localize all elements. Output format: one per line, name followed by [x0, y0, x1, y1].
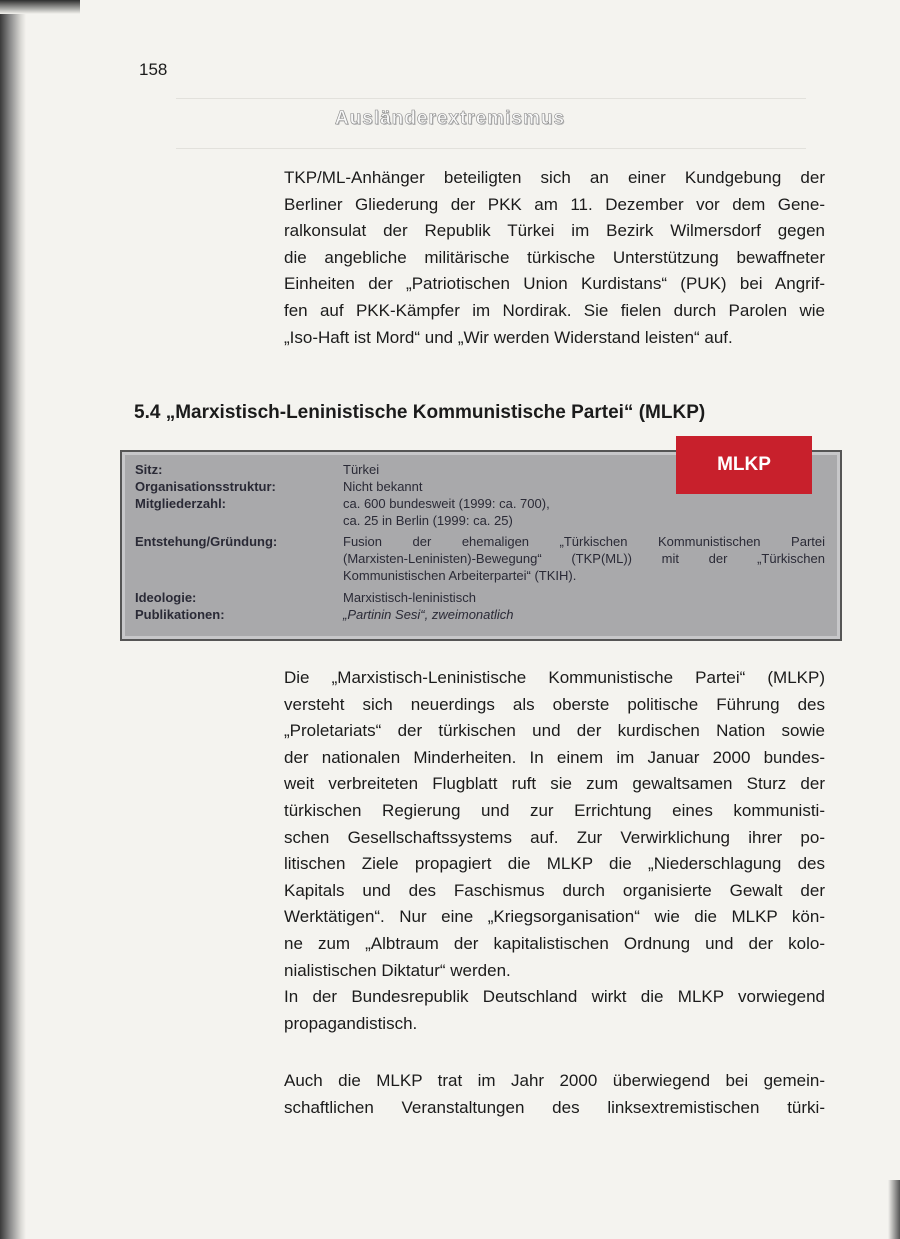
- intro-line: Einheiten der „Patriotischen Union Kurdistans“ (PUK) bei Angrif-: [284, 274, 825, 294]
- mitglieder-value-berlin: ca. 25 in Berlin (1999: ca. 25): [343, 513, 513, 528]
- running-head: Ausländerextremismus: [334, 108, 566, 129]
- org-label: Organisationsstruktur:: [135, 479, 276, 494]
- header-rule-top: [176, 98, 806, 99]
- scan-edge-left: [0, 0, 26, 1239]
- body-line: versteht sich neuerdings als oberste politische Führung des: [284, 694, 825, 714]
- intro-line: „Iso-Haft ist Mord“ und „Wir werden Widerstand leisten“ auf.: [284, 327, 733, 347]
- body-line: In der Bundesrepublik Deutschland wirkt die MLKP vorwiegend: [284, 987, 825, 1007]
- body-line: Kapitals und des Faschismus durch organisierte Gewalt der: [284, 880, 825, 900]
- closing-line: schaftlichen Veranstaltungen des linksextremistischen türki-: [284, 1097, 825, 1117]
- publikationen-label: Publikationen:: [135, 607, 225, 622]
- intro-paragraph: [284, 165, 825, 351]
- section-heading: 5.4 „Marxistisch-Leninistische Kommunistische Partei“ (MLKP): [134, 402, 706, 423]
- entstehung-label: Entstehung/Gründung:: [135, 534, 278, 549]
- closing-line: Auch die MLKP trat im Jahr 2000 überwiegend bei gemein-: [284, 1071, 825, 1090]
- publikationen-value: „Partinin Sesi“, zweimonatlich: [343, 607, 514, 622]
- party-info-box: [120, 450, 842, 641]
- intro-line: ralkonsulat der Republik Türkei im Bezirk Wilmersdorf gegen: [284, 221, 825, 241]
- sitz-value: Türkei: [343, 462, 380, 477]
- org-value: Nicht bekannt: [343, 479, 423, 494]
- entstehung-value: Fusion der ehemaligen „Türkischen Kommunistischen Partei: [343, 534, 825, 549]
- body-paragraph: [284, 665, 825, 1037]
- body-line: der nationalen Minderheiten. In einem im Januar 2000 bundes-: [284, 747, 825, 767]
- body-line: nialistischen Diktatur“ werden.: [284, 960, 511, 980]
- body-line: schen Gesellschaftssystems auf. Zur Verwirklichung ihrer po-: [284, 827, 825, 847]
- mitglieder-label: Mitgliederzahl:: [135, 496, 227, 511]
- closing-paragraph: [284, 1068, 825, 1121]
- mlkp-badge: MLKP: [676, 436, 812, 494]
- ideologie-label: Ideologie:: [135, 590, 197, 605]
- body-line: propagandistisch.: [284, 1013, 418, 1033]
- mitglieder-value: ca. 600 bundesweit (1999: ca. 700),: [343, 496, 550, 511]
- intro-line: TKP/ML-Anhänger beteiligten sich an einer Kundgebung der: [284, 168, 825, 187]
- body-line: türkischen Regierung und zur Errichtung eines kommunisti-: [284, 800, 825, 820]
- body-line: weit verbreiteten Flugblatt ruft sie zum gewaltsamen Sturz der: [284, 774, 825, 794]
- scan-edge-right: [888, 1180, 900, 1239]
- body-line: Werktätigen“. Nur eine „Kriegsorganisation“ wie die MLKP kön-: [284, 907, 825, 927]
- sitz-label: Sitz:: [135, 462, 163, 477]
- page-number: 158: [139, 60, 168, 79]
- intro-line: die angebliche militärische türkische Unterstützung bewaffneter: [284, 247, 825, 267]
- entstehung-value: Kommunistischen Arbeiterpartei“ (TKIH).: [343, 568, 577, 583]
- header-rule-bottom: [176, 148, 806, 149]
- intro-line: Berliner Gliederung der PKK am 11. Dezember vor dem Gene-: [284, 194, 825, 214]
- ideologie-value: Marxistisch-leninistisch: [343, 590, 476, 605]
- body-line: Die „Marxistisch-Leninistische Kommunistische Partei“ (MLKP): [284, 668, 825, 687]
- body-line: „Proletariats“ der türkischen und der kurdischen Nation sowie: [284, 721, 825, 741]
- intro-line: fen auf PKK-Kämpfer im Nordirak. Sie fielen durch Parolen wie: [284, 300, 825, 320]
- entstehung-value: (Marxisten-Leninisten)-Bewegung“ (TKP(ML)) mit der „Türkischen: [343, 551, 825, 566]
- scan-edge-top: [0, 0, 80, 14]
- body-line: ne zum „Albtraum der kapitalistischen Ordnung und der kolo-: [284, 933, 825, 953]
- body-line: litischen Ziele propagiert die MLKP die „Niederschlagung des: [284, 854, 825, 874]
